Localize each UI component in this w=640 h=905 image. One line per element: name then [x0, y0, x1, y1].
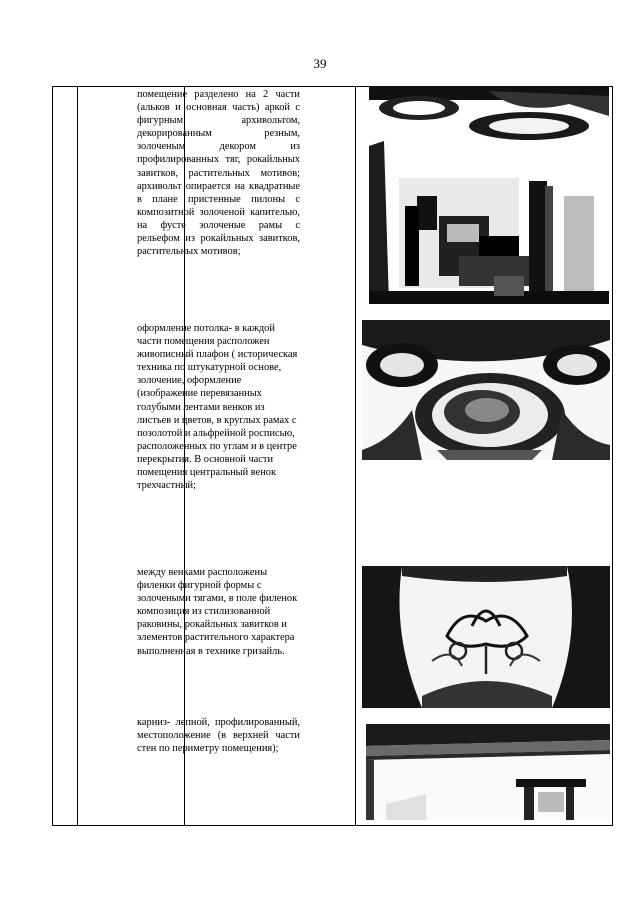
row-4-description: карниз- лепной, профилированный, местоположение (в верхней части стен по периметру помещения);: [137, 717, 300, 755]
cornice-photo: [366, 724, 610, 820]
grisaille-panel-photo: [362, 566, 610, 708]
row-2-description: оформление потолка- в каждой части помещения расположен живописный плафон ( историческая техника по штукатурной основе, золочение, оформление (изображение перевязанных голубыми лентами венков из листьев и цветов, в круглых рамах с позолотой и альфрейной росписью, расположенных по углам и в центре перекрытия. В основной части помещения центральный венок трехчастный;: [137, 323, 298, 492]
column-divider: [355, 87, 356, 825]
ceiling-plafond-photo: [362, 320, 610, 460]
row-1-description: помещение разделено на 2 части (альков и основная часть) аркой с фигурным архивольтом, декорированным резным, золоченым декором из профилированных тяг, рокайльных завитков, растительных мотивов; архивольт опирается на квадратные в плане пристенные пилоны с композитной золоченой капителью, на фусте золоченые рамы с рельефом из рокайльных завитков, растительных мотивов;: [137, 89, 300, 258]
interior-arch-photo: [369, 86, 609, 304]
row-3-description: между венками расположены филенки фигурной формы с золочеными тягами, в поле филенок композиция из стилизованной раковины, рокайльных завитков и элементов растительного характера выполненная в технике гризайль.: [137, 567, 298, 657]
column-divider: [77, 87, 78, 825]
page-number: 39: [313, 56, 327, 71]
